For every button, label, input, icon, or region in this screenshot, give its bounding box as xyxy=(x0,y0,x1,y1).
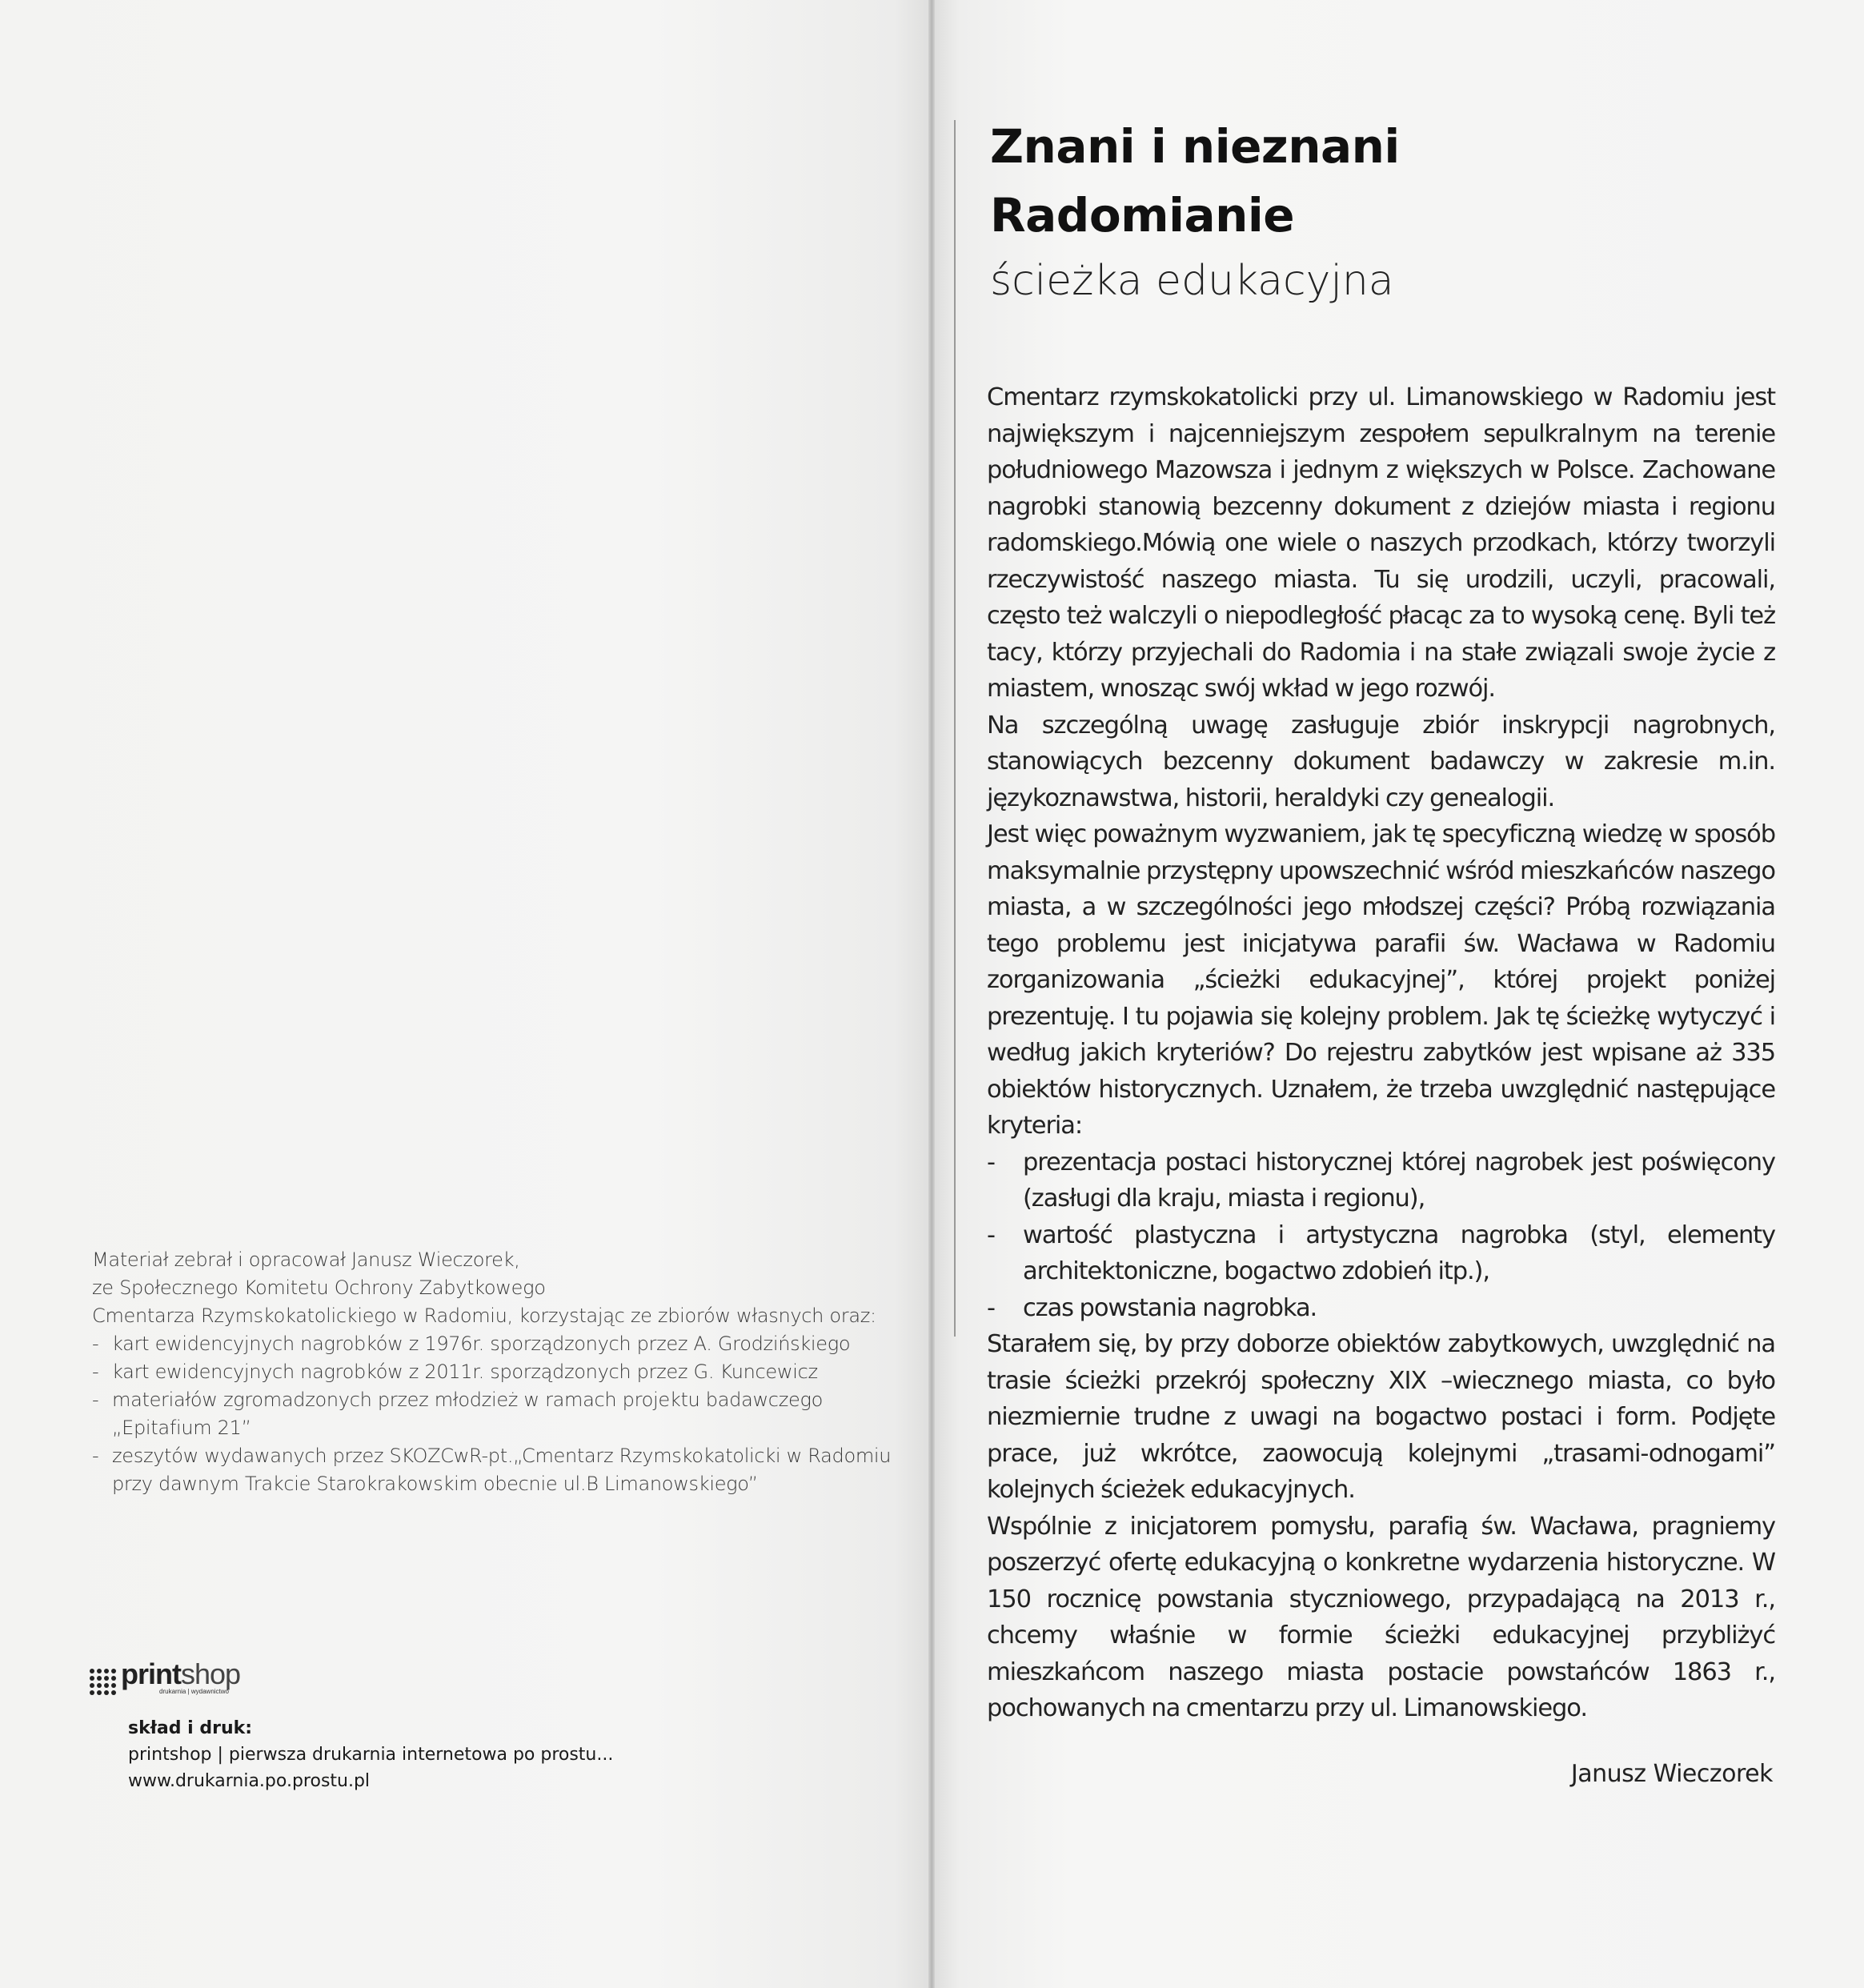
credits-intro-line: Materiał zebrał i opracował Janusz Wieczorek, xyxy=(92,1249,520,1271)
article-body xyxy=(987,379,1775,1727)
source-item-line: materiałów zgromadzonych przez młodzież w ramach projektu badawczego xyxy=(112,1389,823,1411)
logo-word-bold: print xyxy=(121,1657,181,1690)
logo-text xyxy=(121,1657,241,1695)
title-line: Radomianie xyxy=(990,188,1295,242)
printer-label: skład i druk: xyxy=(128,1718,253,1738)
criteria-item xyxy=(987,1217,1775,1290)
source-item xyxy=(92,1330,892,1358)
page-subtitle: ścieżka edukacyjna xyxy=(990,257,1394,305)
page-edge-line xyxy=(954,120,956,1337)
bullet-dash: - xyxy=(987,1148,995,1176)
source-item xyxy=(92,1442,892,1498)
source-item-line: kart ewidencyjnych nagrobków z 1976r. sporządzonych przez A. Grodzińskiego xyxy=(112,1333,851,1355)
credits-intro-line: Cmentarza Rzymskokatolickiego w Radomiu, korzystając ze zbiorów własnych oraz: xyxy=(92,1305,876,1327)
printer-line: printshop | pierwsza drukarnia internetowa po prostu... xyxy=(128,1745,614,1765)
criteria-text: prezentacja postaci historycznej której nagrobek jest poświęcony (zasługi dla kraju, miasta i regionu), xyxy=(1023,1148,1775,1212)
source-item-line: przy dawnym Trakcie Starokrakowskim obecnie ul.B Limanowskiego” xyxy=(112,1473,758,1495)
logo-wordmark xyxy=(121,1657,241,1690)
bullet-dash: - xyxy=(92,1333,99,1355)
bullet-dash: - xyxy=(987,1220,995,1249)
criteria-item xyxy=(987,1144,1775,1217)
source-item xyxy=(92,1386,892,1442)
paragraph: Jest więc poważnym wyzwaniem, jak tę specyficzną wiedzę w sposób maksymalnie przystępny upowszechnić wśród mieszkańców naszego miasta, a w szczególności jego młodszej części? Próbą rozwiązania tego problemu jest inicjatywa parafii św. Wacława w Radomiu zorganizowania „ścieżki edukacyjnej”, której projekt poniżej prezentuję. I tu pojawia się kolejny problem. Jak tę ścieżkę wytyczyć i według jakich kryteriów? Do rejestru zabytków jest wpisane aż 335 obiektów historycznych. Uznałem, że trzeba uwzględnić następujące kryteria: xyxy=(987,820,1775,1140)
bullet-dash: - xyxy=(92,1389,99,1411)
sources-list xyxy=(92,1330,892,1498)
spine-fold xyxy=(928,0,935,1988)
criteria-text: wartość plastyczna i artystyczna nagrobka (styl, elementy architektoniczne, bogactwo zdobień itp.), xyxy=(1023,1220,1775,1285)
printer-info xyxy=(128,1715,613,1794)
author-signature: Janusz Wieczorek xyxy=(1570,1760,1773,1788)
title-line: Znani i nieznani xyxy=(990,119,1400,174)
criteria-list xyxy=(987,1144,1775,1327)
logo-dots-icon xyxy=(90,1669,116,1695)
bullet-dash: - xyxy=(92,1445,99,1467)
paragraph: Cmentarz rzymskokatolicki przy ul. Limanowskiego w Radomiu jest największym i najcenniejszym zespołem sepulkralnym na terenie południowego Mazowsza i jednym z większych w Polsce. Zachowane nagrobki stanowią bezcenny dokument z dziejów miasta i regionu radomskiego.Mówią one wiele o naszych przodkach, którzy tworzyli rzeczywistość naszego miasta. Tu się urodzili, uczyli, pracowali, często też walczyli o niepodległość płacąc za to wysoką cenę. Byli też tacy, którzy przyjechali do Radomia i na stałe związali swoje życie z miastem, wnosząc swój wkład w jego rozwój. xyxy=(987,383,1775,703)
criteria-item xyxy=(987,1290,1775,1327)
bullet-dash: - xyxy=(987,1293,995,1322)
page-title xyxy=(990,112,1400,250)
source-item-line: zeszytów wydawanych przez SKOZCwR-pt.„Cmentarz Rzymskokatolicki w Radomiu xyxy=(112,1445,892,1467)
credits-intro-line: ze Społecznego Komitetu Ochrony Zabytkowego xyxy=(92,1277,546,1299)
printshop-logo xyxy=(90,1657,241,1695)
paragraph: Wspólnie z inicjatorem pomysłu, parafią św. Wacława, pragniemy poszerzyć ofertę edukacyjną o konkretne wydarzenia historyczne. W 150 rocznicę powstania styczniowego, przypadającą na 2013 r., chcemy właśnie w formie ścieżki edukacyjnej przybliżyć mieszkańcom naszego miasta postacie powstańców 1863 r., pochowanych na cmentarzu przy ul. Limanowskiego. xyxy=(987,1512,1775,1722)
logo-word-light: shop xyxy=(180,1657,241,1690)
logo-tagline: drukarnia | wydawnictwo xyxy=(159,1688,230,1695)
source-item-line: „Epitafium 21” xyxy=(112,1417,251,1439)
credits-block xyxy=(92,1246,892,1498)
paragraph: Na szczególną uwagę zasługuje zbiór inskrypcji nagrobnych, stanowiących bezcenny dokument badawczy w zakresie m.in. językoznawstwa, historii, heraldyki czy genealogii. xyxy=(987,711,1775,812)
criteria-text: czas powstania nagrobka. xyxy=(1023,1293,1317,1322)
printer-url: www.drukarnia.po.prostu.pl xyxy=(128,1771,371,1791)
source-item-line: kart ewidencyjnych nagrobków z 2011r. sporządzonych przez G. Kuncewicz xyxy=(112,1361,818,1383)
paragraph: Starałem się, by przy doborze obiektów zabytkowych, uwzględnić na trasie ścieżki przekrój społeczny XIX –wiecznego miasta, co było niezmiernie trudne z uwagi na bogactwo postaci i form. Podjęte prace, już wkrótce, zaowocują kolejnymi „trasami-odnogami” kolejnych ścieżek edukacyjnych. xyxy=(987,1330,1775,1504)
source-item xyxy=(92,1358,892,1386)
bullet-dash: - xyxy=(92,1361,99,1383)
